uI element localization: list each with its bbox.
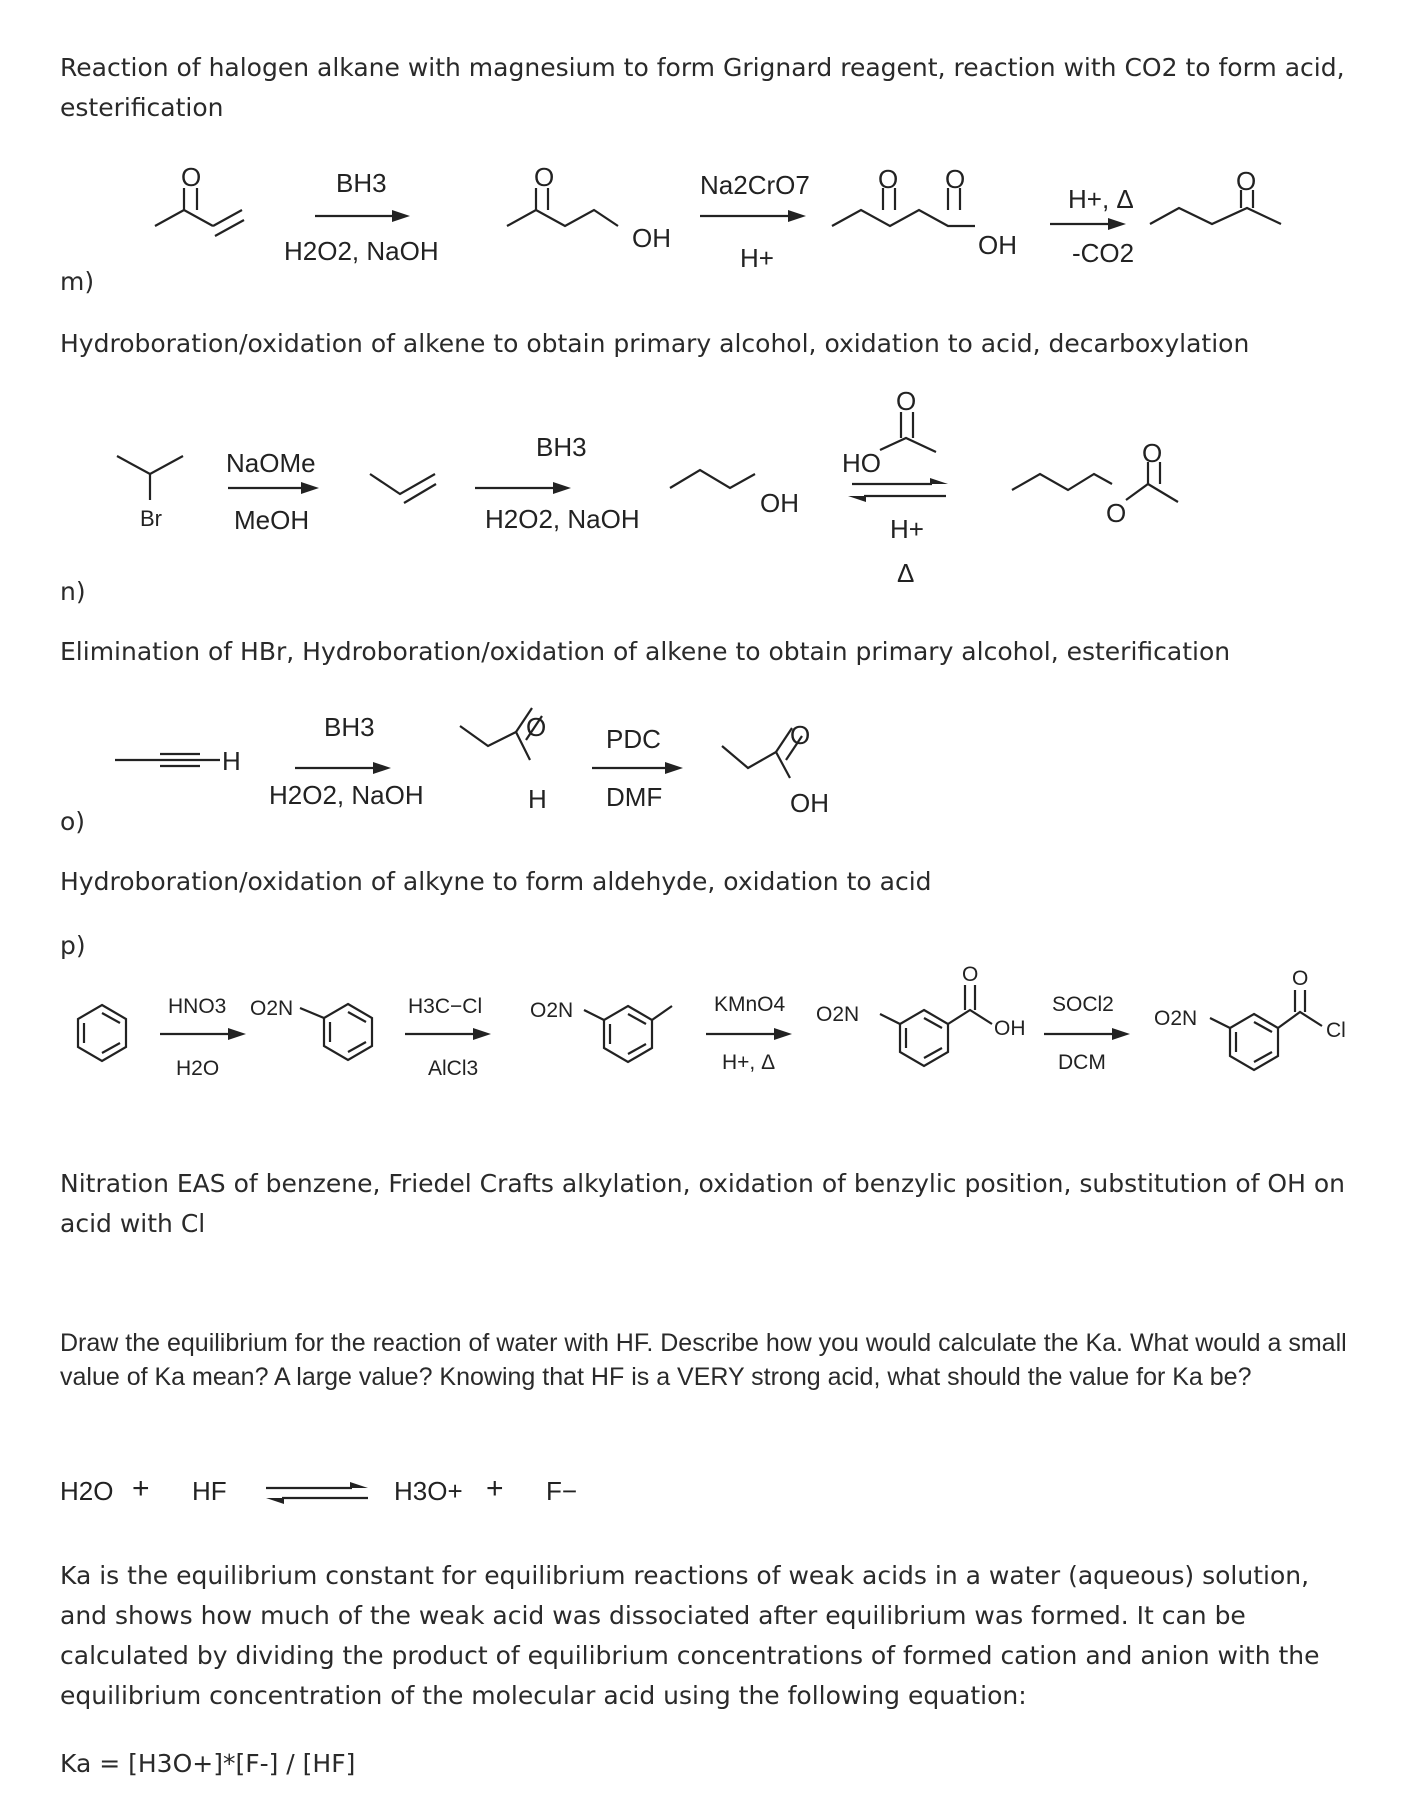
reagent-alcl3: AlCl3 <box>428 1057 479 1080</box>
reagent-h-plus-heat: H+, Δ <box>1068 184 1134 214</box>
atom-ho: HO <box>842 448 881 478</box>
atom-oh: OH <box>994 1017 1026 1040</box>
reagent-h2o: H2O <box>176 1057 220 1080</box>
reagent-kmno4: KMnO4 <box>714 993 786 1016</box>
caption-o: Hydroboration/oxidation of alkyne to form aldehyde, oxidation to acid <box>60 867 932 896</box>
question-text: Draw the equilibrium for the reaction of water with HF. Describe how you would calculate the Ka. What would a small value of Ka mean? A large value? Knowing that HF is a VERY strong acid, what should the value for Ka be? <box>60 1329 1347 1391</box>
reactant-h2o: H2O <box>60 1476 114 1506</box>
plus-sign: + <box>486 1472 504 1505</box>
caption-m: Hydroboration/oxidation of alkene to obtain primary alcohol, oxidation to acid, decarboxylation <box>60 329 1250 358</box>
atom-o: O <box>878 164 899 194</box>
atom-oh: OH <box>978 230 1017 260</box>
atom-br: Br <box>140 506 162 531</box>
reagent-bh3: BH3 <box>324 712 375 742</box>
label-m: m) <box>60 267 95 296</box>
reagent-meoh: MeOH <box>234 505 310 535</box>
atom-h: H <box>222 746 241 776</box>
product-h3o-plus: H3O+ <box>394 1476 463 1506</box>
atom-o: O <box>1292 967 1309 990</box>
reagent-hno3: HNO3 <box>168 995 227 1018</box>
reagent-h2o2-naoh: H2O2, NaOH <box>284 236 439 266</box>
reagent-dmf: DMF <box>606 782 663 812</box>
answer-formula: Ka = [H3O+]*[F-] / [HF] <box>60 1749 356 1778</box>
group-no2: O2N <box>530 999 574 1022</box>
reagent-socl2: SOCl2 <box>1052 993 1114 1016</box>
plus-sign: + <box>132 1472 150 1505</box>
product-f-minus: F− <box>546 1476 578 1506</box>
caption-p: Nitration EAS of benzene, Friedel Crafts alkylation, oxidation of benzylic position, substitution of OH on acid with Cl <box>60 1169 1345 1238</box>
reactant-hf: HF <box>192 1476 227 1506</box>
atom-oh: OH <box>632 223 671 253</box>
reagent-heat: Δ <box>897 558 915 588</box>
atom-o: O <box>945 164 966 194</box>
group-no2: O2N <box>816 1003 860 1026</box>
atom-o: O <box>790 720 811 750</box>
label-n: n) <box>60 577 86 606</box>
answer-paragraph: Ka is the equilibrium constant for equilibrium reactions of weak acids in a water (aqueous) solution, and shows how much of the weak acid was dissociated after equilibrium was formed. It can be calculated by dividing the product of equilibrium concentrations of formed cation and anion with the equilibrium concentration of the molecular acid using the following equation: <box>60 1561 1320 1710</box>
label-p: p) <box>60 931 86 960</box>
label-o: o) <box>60 807 86 836</box>
reagent-bh3: BH3 <box>336 168 387 198</box>
atom-o: O <box>534 162 555 192</box>
atom-cl: Cl <box>1326 1019 1346 1042</box>
atom-oh: OH <box>760 488 799 518</box>
group-no2: O2N <box>1154 1007 1198 1030</box>
atom-o: O <box>962 963 979 986</box>
atom-o: O <box>526 712 547 742</box>
reagent-h2o2-naoh: H2O2, NaOH <box>269 780 424 810</box>
reagent-h-plus: H+ <box>740 243 774 273</box>
reagent-na2cro7: Na2CrO7 <box>700 170 810 200</box>
atom-oh: OH <box>790 788 829 818</box>
reagent-bh3: BH3 <box>536 432 587 462</box>
atom-o: O <box>1142 438 1163 468</box>
atom-o: O <box>1236 166 1257 196</box>
reagent-pdc: PDC <box>606 724 661 754</box>
atom-o: O <box>896 386 917 416</box>
reagent-dcm: DCM <box>1058 1051 1106 1074</box>
group-no2: O2N <box>250 997 294 1020</box>
reagent-h3c-cl: H3C−Cl <box>408 995 483 1018</box>
reagent-h-plus-heat: H+, Δ <box>722 1051 776 1074</box>
caption-grignard: Reaction of halogen alkane with magnesium to form Grignard reagent, reaction with CO2 to form acid, esterification <box>60 53 1345 122</box>
caption-n: Elimination of HBr, Hydroboration/oxidation of alkene to obtain primary alcohol, esterification <box>60 637 1231 666</box>
reagent-h-plus: H+ <box>890 514 924 544</box>
reagent-h2o2-naoh: H2O2, NaOH <box>485 504 640 534</box>
atom-o: O <box>1106 498 1127 528</box>
atom-o: O <box>181 162 202 192</box>
reagent-naome: NaOMe <box>226 448 316 478</box>
atom-h: H <box>528 784 547 814</box>
reagent-minus-co2: -CO2 <box>1072 238 1135 268</box>
